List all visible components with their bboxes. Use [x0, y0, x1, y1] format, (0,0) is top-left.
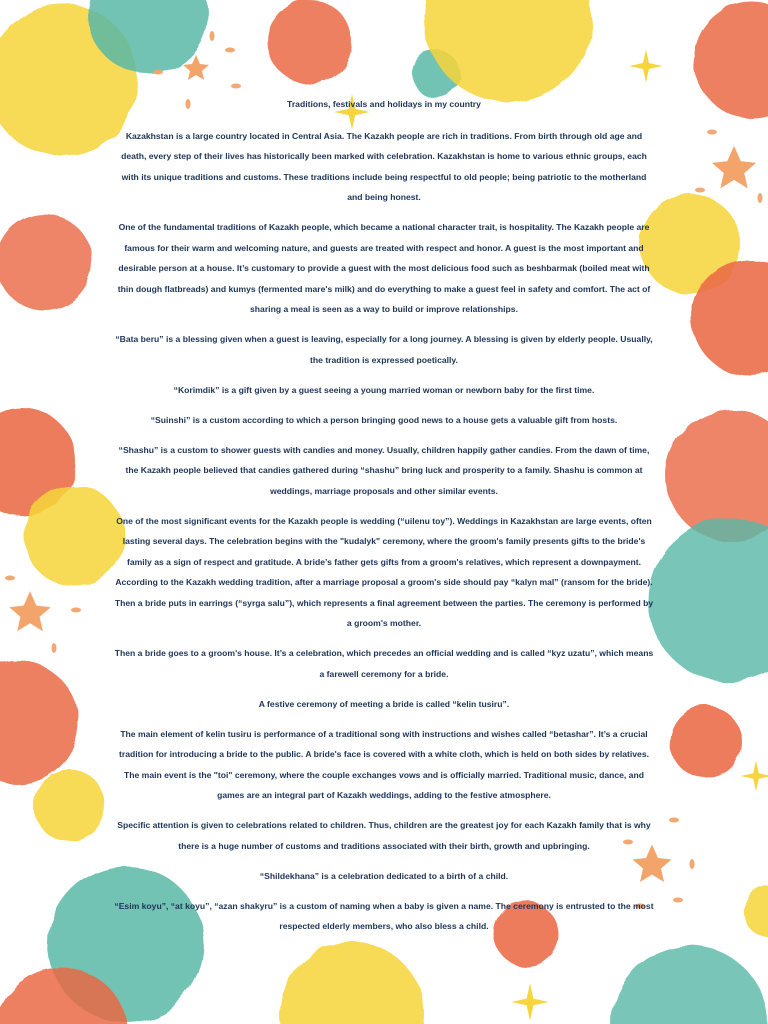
- paragraph-kelin-tusiru: A festive ceremony of meeting a bride is called “kelin tusiru”.: [258, 698, 510, 709]
- red-blob: [670, 706, 742, 778]
- paragraph-wedding: One of the most significant events for the Kazakh people is wedding (“uilenu toy”). Weddings in Kazakhstan are large events, often lasting several days. The celebration begins with the "kudalyk" ceremony, where the groom's family presents gifts to the bride's family as a sign of respect and gratitude. A bride’s father gets gifts from a groom's relatives, which represent a downpayment. According to the Kazakh wedding tradition, after a marriage proposal a groom's side should pay “kalyn mal” (ransom for the bride). Then a bride puts in earrings (“syrga salu”), which represents a final agreement between the parties. The ceremony is performed by a groom's mother.: [114, 515, 654, 628]
- paragraph-children: Specific attention is given to celebrations related to children. Thus, children are the greatest joy for each Kazakh family that is why there is a huge number of customs and traditions associated with their birth, growth and upbringing.: [117, 820, 651, 851]
- star-icon: [712, 146, 756, 189]
- teal-blob: [648, 518, 768, 682]
- red-blob: [0, 660, 78, 784]
- yellow-blob: [24, 486, 124, 586]
- paragraph-kyz-uzatu: Then a bride goes to a groom's house. It’s a celebration, which precedes an official wedding and is called “kyz uzatu”, which means a farewell ceremony for a bride.: [114, 648, 654, 679]
- red-blob: [268, 0, 352, 84]
- teal-blob: [612, 946, 768, 1024]
- yellow-blob: [744, 886, 768, 938]
- red-blob: [0, 214, 92, 310]
- paragraph-korimdik: “Korimdik” is a gift given by a guest seeing a young married woman or newborn baby for the first time.: [173, 384, 595, 395]
- paragraph-intro: Kazakhstan is a large country located in Central Asia. The Kazakh people are rich in traditions. From birth through old age and death, every step of their lives has historically been marked with celebration. Kazakhstan is home to various ethnic groups, each with its unique traditions and customs. These traditions include being respectful to old people; being patriotic to the motherland and being honest.: [121, 130, 647, 202]
- paragraph-esim-koyu: “Esim koyu”, “at koyu”, “azan shakyru” is a custom of naming when a baby is given a name. The ceremony is entrusted to the most respected elderly members, who also bless a child.: [114, 900, 654, 931]
- yellow-blob: [280, 942, 424, 1024]
- red-blob: [694, 2, 768, 118]
- yellow-blob: [34, 770, 106, 842]
- paragraph-shildekhana: “Shildekhana” is a celebration dedicated to a birth of a child.: [259, 870, 509, 881]
- paragraph-bata-beru: “Bata beru” is a blessing given when a guest is leaving, especially for a long journey. A blessing is given by elderly people. Usually, the tradition is expressed poetically.: [115, 334, 653, 365]
- paragraph-shashu: “Shashu” is a custom to shower guests with candies and money. Usually, children happily gather candies. From the dawn of time, the Kazakh people believed that candies gathered during “shashu” bring luck and prosperity to a family. Shashu is common at weddings, marriage proposals and other similar events.: [118, 444, 650, 496]
- sparkle-icon: [511, 983, 548, 1020]
- paragraph-suinshi: “Suinshi” is a custom according to which a person bringing good news to a house gets a valuable gift from hosts.: [150, 414, 618, 425]
- document-body: [114, 94, 654, 946]
- paragraph-hospitality: One of the fundamental traditions of Kazakh people, which became a national character trait, is hospitality. The Kazakh people are famous for their warm and welcoming nature, and guests are treated with respect and honor. A guest is the most important and desirable person at a house. It’s customary to provide a guest with the most delicious food such as beshbarmak (boiled meat with thin dough flatbreads) and kumys (fermented mare's milk) and do everything to make a guest feel in safety and comfort. The act of sharing a meal is seen as a way to build or improve relationships.: [117, 222, 651, 314]
- document-title: Traditions, festivals and holidays in my country: [287, 99, 481, 109]
- sparkle-icon: [630, 50, 663, 83]
- star-icon: [9, 591, 51, 631]
- paragraph-betashar: The main element of kelin tusiru is performance of a traditional song with instructions and wishes called “betashar”. It’s a crucial tradition for introducing a bride to the public. A bride's face is covered with a white cloth, which is held on both sides by relatives. The main event is the "toi" ceremony, where the couple exchanges vows and is officially married. Traditional music, dance, and games are an integral part of Kazakh weddings, adding to the festive atmosphere.: [118, 728, 649, 800]
- sparkle-icon: [741, 761, 768, 792]
